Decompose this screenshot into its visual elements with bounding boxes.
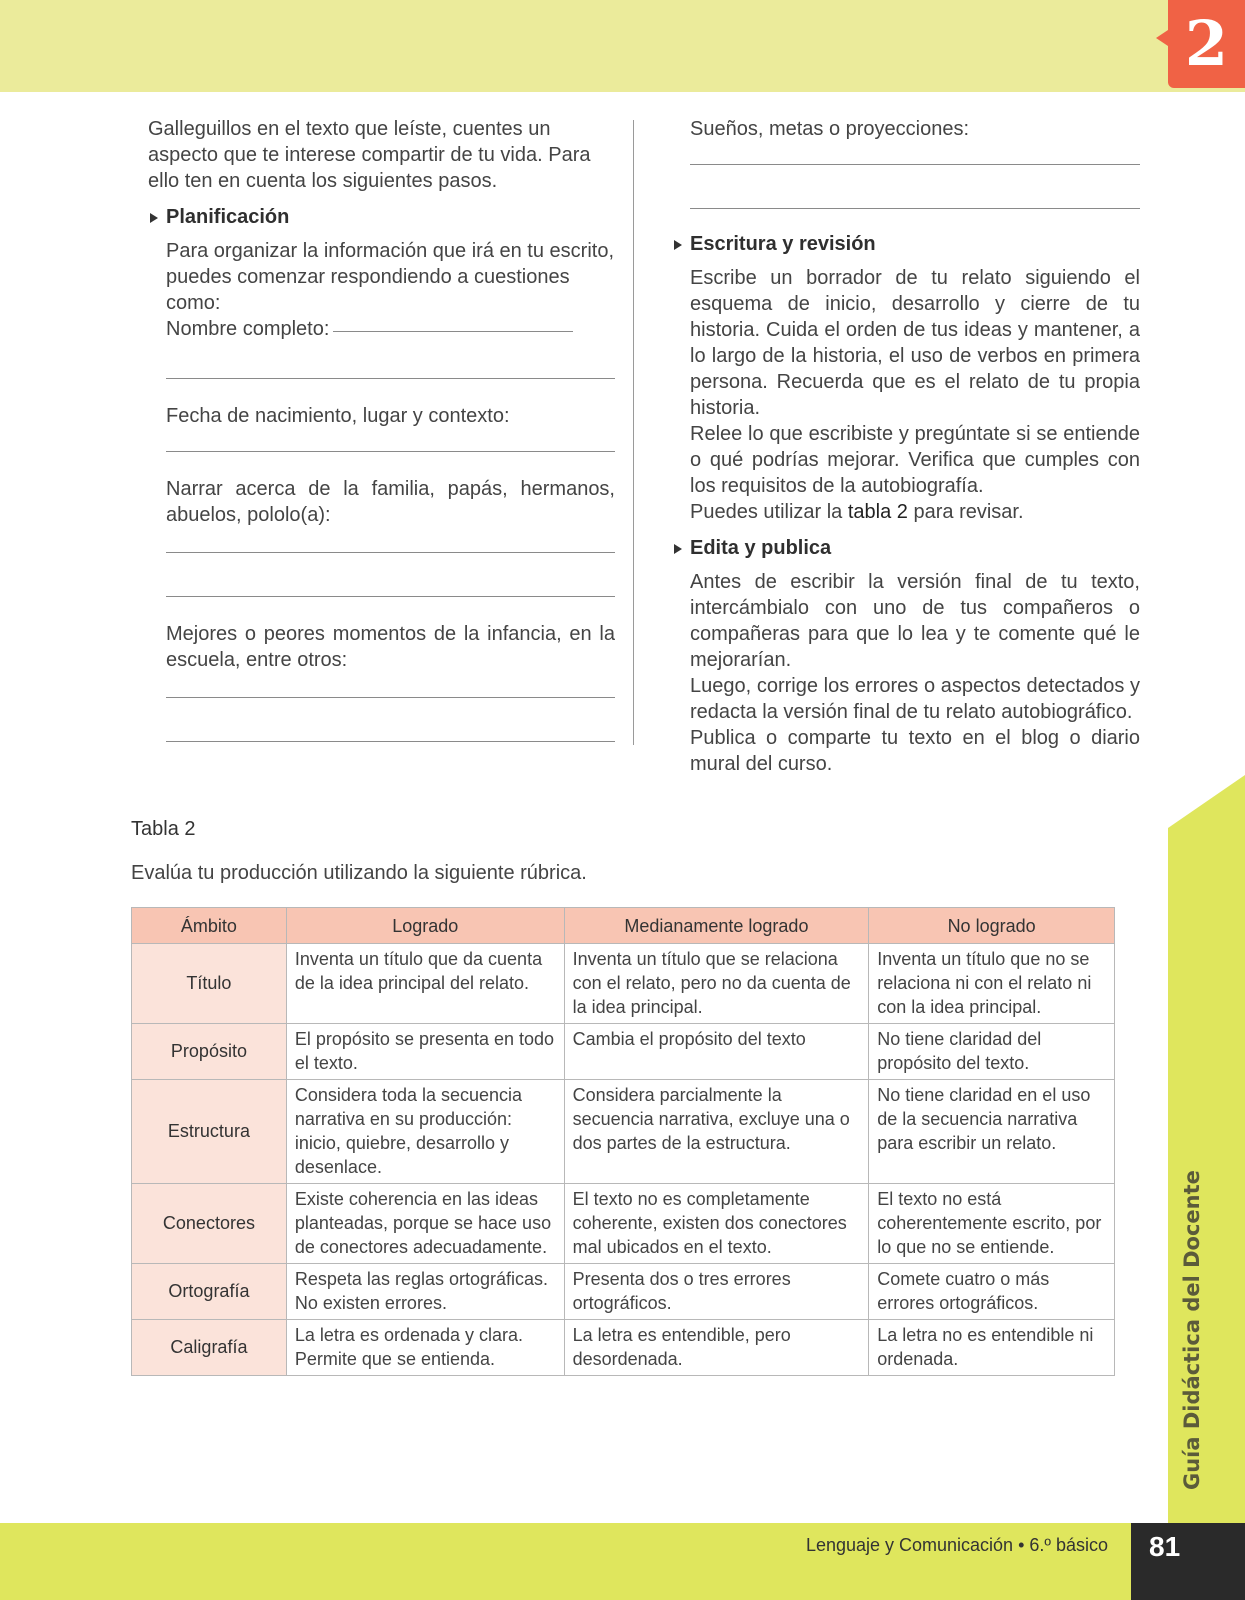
table-cell: La letra es entendible, pero desordenada. — [564, 1320, 869, 1376]
table-cell: Considera toda la secuencia narrativa en su producción: inicio, quiebre, desarrollo y desenlace. — [286, 1080, 564, 1184]
answer-line[interactable] — [166, 552, 615, 553]
table-cell: El texto no está coherentemente escrito, por lo que no se entiende. — [869, 1184, 1115, 1264]
ambito-cell: Ortografía — [132, 1264, 287, 1320]
field-nombre-label: Nombre completo: — [166, 318, 330, 340]
footer-text: Lenguaje y Comunicación • 6.º básico — [805, 1535, 1108, 1555]
table-cell: La letra es ordenada y clara. Permite que se entienda. — [286, 1320, 564, 1376]
edita-body — [672, 569, 1140, 777]
table-row — [132, 944, 1115, 1024]
escritura-paragraph: Escribe un borrador de tu relato siguiendo el esquema de inicio, desarrollo y cierre de tu historia. Cuida el orden de tus ideas y mantener, a lo largo de la historia, el uso de verbos en primera persona. Recuerda que es el relato de tu propia historia. — [690, 267, 1140, 419]
escritura-heading-label: Escritura y revisión — [690, 233, 876, 255]
answer-line[interactable] — [690, 208, 1140, 209]
table-cell: No tiene claridad en el uso de la secuencia narrativa para escribir un relato. — [869, 1080, 1115, 1184]
ambito-cell: Propósito — [132, 1024, 287, 1080]
edita-paragraph: Antes de escribir la versión final de tu texto, intercámbialo con uno de tus compañeros o compañeras para que lo lea y te comente qué le mejorarían. — [690, 571, 1140, 671]
suenos-section — [672, 116, 1140, 209]
left-column — [148, 116, 615, 742]
table-cell: Existe coherencia en las ideas planteadas, porque se hace uso de conectores adecuadamente. — [286, 1184, 564, 1264]
field-nombre-line[interactable] — [333, 331, 573, 332]
table-cell: Respeta las reglas ortográficas. No existen errores. — [286, 1264, 564, 1320]
escritura-paragraph: Relee lo que escribiste y pregúntate si se entiende o qué podrías mejorar. Verifica que cumples con los requisitos de la autobiografía. — [690, 423, 1140, 497]
escritura-heading — [672, 231, 1140, 257]
escritura-body — [672, 265, 1140, 525]
table-cell: Comete cuatro o más errores ortográficos. — [869, 1264, 1115, 1320]
right-column — [672, 116, 1140, 777]
ambito-cell: Estructura — [132, 1080, 287, 1184]
table-row — [132, 1264, 1115, 1320]
edita-paragraph: Luego, corrige los errores o aspectos detectados y redacta la versión final de tu relato autobiográfico. — [690, 675, 1140, 723]
edita-heading — [672, 535, 1140, 561]
planificacion-heading — [148, 204, 615, 230]
table-cell: Inventa un título que no se relaciona ni con el relato ni con la idea principal. — [869, 944, 1115, 1024]
column-divider — [633, 120, 634, 745]
table-cell: Considera parcialmente la secuencia narrativa, excluye una o dos partes de la estructura. — [564, 1080, 869, 1184]
top-band — [0, 0, 1245, 92]
table-cell: Cambia el propósito del texto — [564, 1024, 869, 1080]
field-fecha-label: Fecha de nacimiento, lugar y contexto: — [166, 405, 510, 427]
table-cell: No tiene claridad del propósito del texto. — [869, 1024, 1115, 1080]
table-row — [132, 1184, 1115, 1264]
table-cell: El texto no es completamente coherente, existen dos conectores mal ubicados en el texto. — [564, 1184, 869, 1264]
field-familia-label: Narrar acerca de la familia, papás, hermanos, abuelos, pololo(a): — [166, 478, 615, 526]
table-cell: Inventa un título que da cuenta de la idea principal del relato. — [286, 944, 564, 1024]
answer-line[interactable] — [166, 378, 615, 379]
field-suenos-label: Sueños, metas o proyecciones: — [690, 118, 970, 140]
intro-text: Galleguillos en el texto que leíste, cuentes un aspecto que te interese compartir de tu vida. Para ello ten en cuenta los siguientes pasos. — [148, 118, 591, 192]
table-cell: La letra no es entendible ni ordenada. — [869, 1320, 1115, 1376]
planificacion-text: Para organizar la información que irá en tu escrito, puedes comenzar respondiendo a cuestiones como: — [166, 240, 615, 314]
table-description: Evalúa tu producción utilizando la siguiente rúbrica. — [131, 862, 587, 884]
bullet-triangle-icon — [674, 544, 682, 554]
ambito-cell: Caligrafía — [132, 1320, 287, 1376]
unit-number-tab: 2 — [1168, 0, 1245, 88]
tabla-ref-post: para revisar. — [907, 501, 1024, 523]
table-row — [132, 1320, 1115, 1376]
table-row — [132, 1024, 1115, 1080]
edita-heading-label: Edita y publica — [690, 537, 832, 559]
rubric-table — [131, 907, 1115, 1376]
answer-line[interactable] — [166, 741, 615, 742]
table-cell: El propósito se presenta en todo el texto. — [286, 1024, 564, 1080]
planificacion-body — [148, 238, 615, 742]
ambito-cell: Título — [132, 944, 287, 1024]
field-nombre — [166, 316, 615, 342]
table-title: Tabla 2 — [131, 818, 196, 840]
column-header: Medianamente logrado — [564, 908, 869, 944]
bullet-triangle-icon — [674, 240, 682, 250]
answer-line[interactable] — [166, 697, 615, 698]
table-row — [132, 1080, 1115, 1184]
field-momentos-label: Mejores o peores momentos de la infancia, en la escuela, entre otros: — [166, 623, 615, 671]
tabla-ref-pre: Puedes utilizar la — [690, 501, 848, 523]
answer-line[interactable] — [166, 451, 615, 452]
side-band-corner — [1168, 775, 1245, 828]
escritura-paragraph — [690, 499, 1140, 525]
tabla-2-reference: tabla 2 — [847, 501, 908, 523]
answer-line[interactable] — [166, 596, 615, 597]
column-header: Logrado — [286, 908, 564, 944]
column-header: No logrado — [869, 908, 1115, 944]
edita-paragraph: Publica o comparte tu texto en el blog o diario mural del curso. — [690, 727, 1140, 775]
side-label: Guía Didáctica del Docente — [1180, 1170, 1204, 1490]
ambito-cell: Conectores — [132, 1184, 287, 1264]
column-header: Ámbito — [132, 908, 287, 944]
table-cell: Presenta dos o tres errores ortográficos. — [564, 1264, 869, 1320]
table-header-row — [132, 908, 1115, 944]
planificacion-heading-label: Planificación — [166, 206, 290, 228]
page-number: 81 — [1131, 1523, 1245, 1600]
answer-line[interactable] — [690, 164, 1140, 165]
bullet-triangle-icon — [150, 213, 158, 223]
table-cell: Inventa un título que se relaciona con el relato, pero no da cuenta de la idea principal. — [564, 944, 869, 1024]
